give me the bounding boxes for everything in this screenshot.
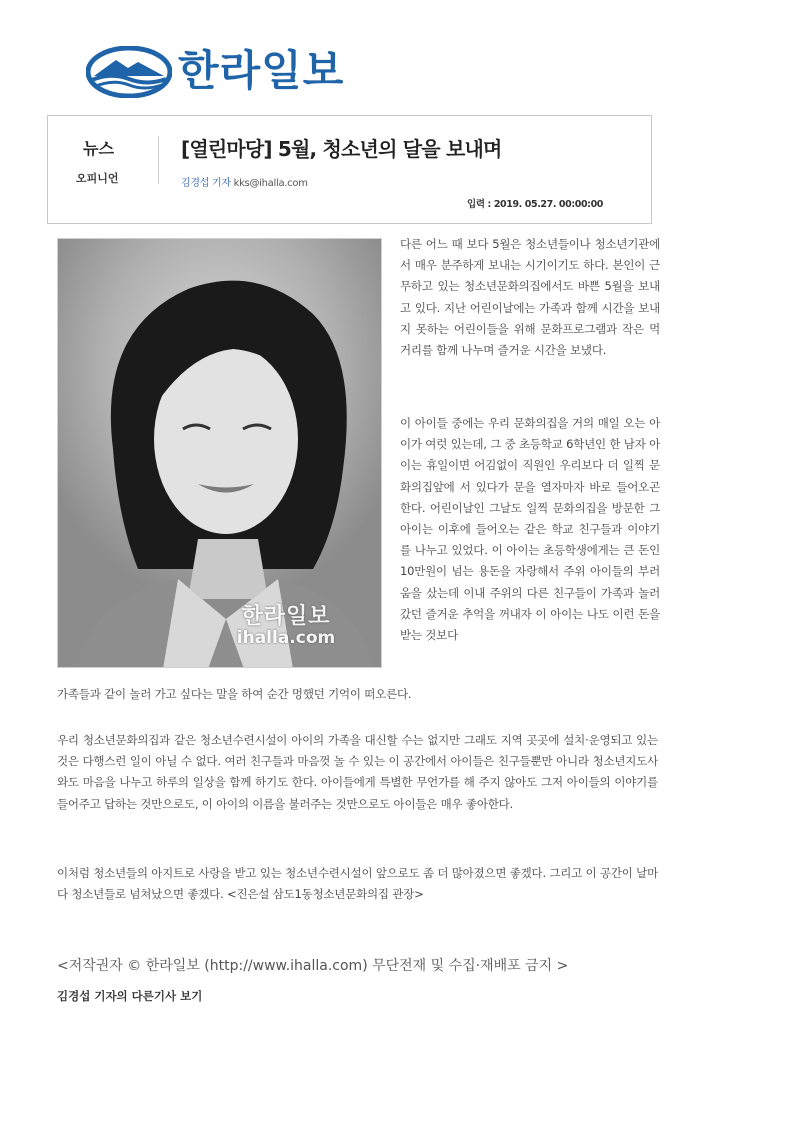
reporter-email[interactable]: kks@ihalla.com (233, 178, 308, 189)
logo-text: 한라일보 (178, 46, 345, 95)
publish-date: 입력 : 2019. 05.27. 00:00:00 (467, 199, 603, 210)
article-paragraph-2: 이 아이들 중에는 우리 문화의집을 거의 매일 오는 아이가 여럿 있는데, 그 중 초등학교 6학년인 한 남자 아이는 휴일이면 어김없이 직원인 우리보다 더 일찍 문화의집앞에 서 있다가 문을 열자마자 바로 들어오곤 한다. 어린이날인 그날도 일찍 문화의집을 방문한 그 아이는 이후에 들어오는 같은 학교 친구들과 이야기를 나누고 있었다. 이 아이는 초등학생에게는 큰 돈인 10만원이 넘는 용돈을 자랑해서 주위 아이들의 부러움을 샀는데 이내 주위의 다른 친구들이 가족과 놀러갔던 즐거운 추억을 꺼내자 이 아이는 나도 이런 돈을 받는 것보다 (400, 416, 660, 643)
article-title: [열린마당] 5월, 청소년의 달을 보내며 (181, 137, 502, 161)
article-paragraph-2-end: 가족들과 같이 놀러 가고 싶다는 말을 하여 순간 멍했던 기억이 떠오른다. (57, 687, 412, 701)
site-logo[interactable] (86, 44, 386, 98)
header-divider (158, 136, 159, 184)
copyright-notice: <저작권자 © 한라일보 (http://www.ihalla.com) 무단전재 및 수집·재배포 금지 > (57, 958, 569, 974)
watermark-logo: 한라일보 (241, 604, 331, 629)
article-paragraph-4: 이처럼 청소년들의 아지트로 사랑을 받고 있는 청소년수련시설이 앞으로도 좀 더 많아졌으면 좋겠다. 그리고 이 공간이 날마다 청소년들로 넘쳐났으면 좋겠다. <진은설 삼도1동청소년문화의집 관장> (57, 866, 658, 902)
watermark-url: ihalla.com (236, 628, 336, 648)
article-paragraph-3: 우리 청소년문화의집과 같은 청소년수련시설이 아이의 가족을 대신할 수는 없지만 그래도 지역 곳곳에 설치·운영되고 있는 것은 다행스런 일이 아닐 수 없다. 여러 친구들과 마음껏 놀 수 있는 이 공간에서 아이들은 친구들뿐만 아니라 청소년지도사와도 마음을 나누고 하루의 일상을 함께 하기도 한다. 아이들에게 특별한 무언가를 해 주지 않아도 그저 아이들의 이야기를 들어주고 답하는 것만으로도, 이 아이의 이름을 불러주는 것만으로도 아이들은 매우 좋아한다. (57, 733, 658, 811)
subcategory-label[interactable]: 오피니언 (76, 172, 119, 185)
article-paragraph-1: 다른 어느 때 보다 5월은 청소년들이나 청소년기관에서 매우 분주하게 보내는 시기이기도 하다. 본인이 근무하고 있는 청소년문화의집에서도 바쁜 5월을 보내고 있다. 지난 어린이날에는 가족과 함께 시간을 보내지 못하는 어린이들을 위해 문화프로그램과 작은 먹거리를 함께 나누며 즐거운 시간을 보냈다. (400, 237, 660, 358)
photo-watermark (206, 599, 366, 648)
author-photo (57, 238, 382, 668)
byline (181, 174, 308, 189)
article-header (47, 115, 652, 224)
category-label[interactable]: 뉴스 (83, 139, 114, 158)
reporter-name[interactable]: 김경섭 기자 (181, 178, 231, 189)
more-articles-link[interactable]: 김경섭 기자의 다른기사 보기 (57, 989, 203, 1003)
logo-mountain-icon (86, 46, 172, 98)
